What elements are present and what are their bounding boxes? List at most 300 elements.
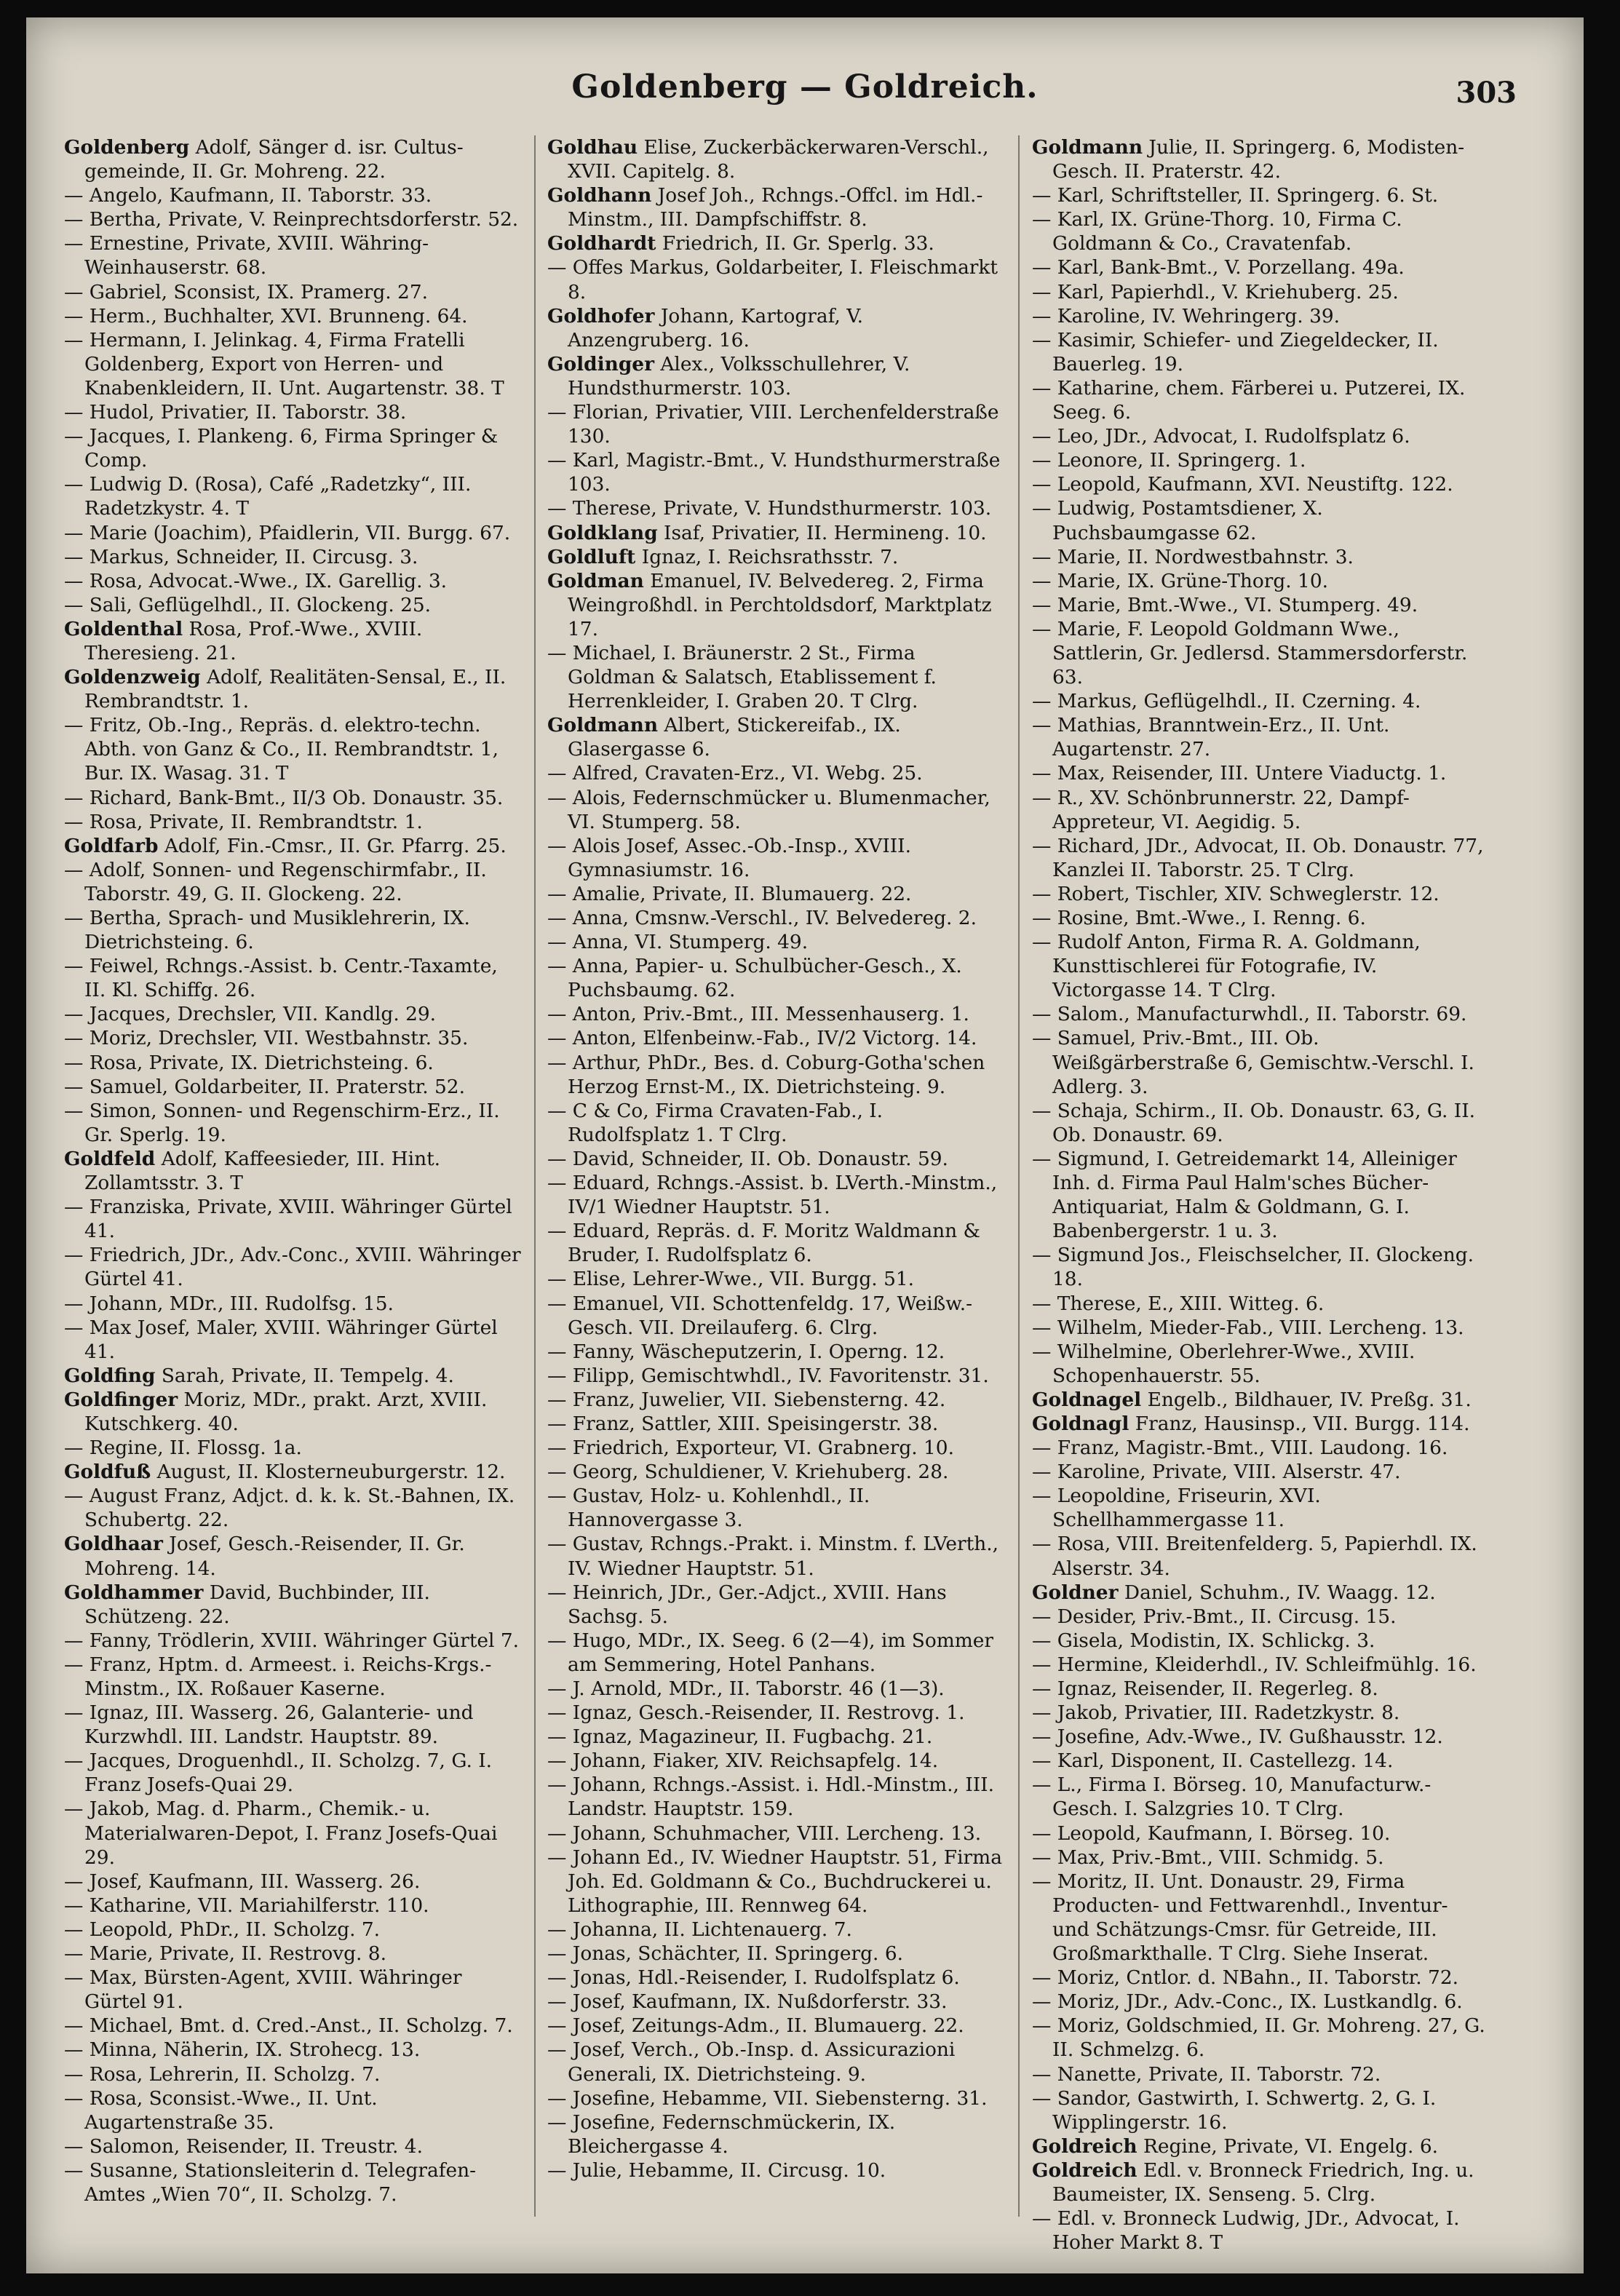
directory-entry: [547, 1942, 1004, 1966]
entry-text: — Marie, IX. Grüne-Thorg. 10.: [1032, 569, 1329, 592]
entry-text: — Josefine, Adv.-Wwe., IV. Gußhausstr. 12.: [1032, 1725, 1443, 1749]
directory-entry: [547, 569, 1004, 641]
entry-surname: Goldnagel: [1032, 1388, 1142, 1411]
directory-entry: [547, 1581, 1004, 1629]
directory-entry: [547, 930, 1004, 954]
entry-text: — Marie (Joachim), Pfaidlerin, VII. Burgg. 67.: [64, 521, 511, 544]
entry-text: Elise, Zuckerbäckerwaren-Verschl., XVII. Capitelg. 8.: [568, 136, 989, 183]
entry-text: — Friedrich, JDr., Adv.-Conc., XVIII. Währinger Gürtel 41.: [64, 1244, 521, 1291]
entry-text: — Hermine, Kleiderhdl., IV. Schleifmühlg. 16.: [1032, 1653, 1477, 1676]
entry-text: — Sali, Geflügelhdl., II. Glockeng. 25.: [64, 593, 432, 616]
entry-text: — Sigmund, I. Getreidemarkt 14, Alleiniger Inh. d. Firma Paul Halm'sches Bücher-Antiquariat, Halm & Goldmann, G. I. Babenbergerstr. 1 u. 3.: [1032, 1147, 1457, 1243]
directory-entry: [547, 1436, 1004, 1460]
directory-entry: [64, 1942, 521, 1966]
directory-entry: [64, 1653, 521, 1701]
directory-entry: [547, 255, 1004, 303]
entry-surname: Goldenthal: [64, 617, 183, 640]
directory-entry: [64, 1002, 521, 1026]
entry-text: — Moriz, JDr., Adv.-Conc., IX. Lustkandlg. 6.: [1032, 1990, 1463, 2014]
entry-text: August, II. Klosterneuburgerstr. 12.: [151, 1461, 506, 1484]
directory-entry: [547, 786, 1004, 834]
entry-text: — Rudolf Anton, Firma R. A. Goldmann, Kunsttischlerei für Fotografie, IV. Victorgasse 14. T Clrg.: [1032, 931, 1421, 1002]
entry-text: — Offes Markus, Goldarbeiter, I. Fleischmarkt 8.: [547, 256, 998, 303]
directory-entry: [1032, 280, 1490, 304]
directory-entry: [64, 1316, 521, 1364]
directory-entry: [547, 1677, 1004, 1701]
entry-text: — Anna, Cmsnw.-Verschl., IV. Belvedereg. 2.: [547, 907, 977, 929]
directory-entry: [64, 954, 521, 1002]
entry-text: — Jacques, Droguenhdl., II. Scholzg. 7, G. I. Franz Josefs-Quai 29.: [64, 1749, 493, 1797]
entry-text: — Karl, Disponent, II. Castellezg. 14.: [1032, 1749, 1394, 1773]
entry-surname: Goldfinger: [64, 1388, 178, 1411]
entry-text: — Johann, Fiaker, XIV. Reichsapfelg. 14.: [547, 1749, 939, 1773]
entry-text: — Moriz, Cntlor. d. NBahn., II. Taborstr. 72.: [1032, 1966, 1459, 1990]
entry-text: — Josefine, Hebamme, VII. Siebensterng. 31.: [547, 2086, 988, 2110]
directory-entry: [64, 713, 521, 785]
entry-text: — Ignaz, Magazineur, II. Fugbachg. 21.: [547, 1725, 933, 1749]
entry-text: — Minna, Näherin, IX. Strohecg. 13.: [64, 2038, 421, 2062]
entry-text: — Rosa, Sconsist.-Wwe., II. Unt. Augartenstraße 35.: [64, 2086, 378, 2134]
directory-entry: [1032, 183, 1490, 207]
entry-text: — Susanne, Stationsleiterin d. Telegrafen-Amtes „Wien 70“, II. Scholzg. 7.: [64, 2158, 477, 2206]
entry-text: — Josef, Kaufmann, III. Wasserg. 26.: [64, 1870, 421, 1893]
directory-entry: [1032, 135, 1490, 183]
directory-entry: [547, 1990, 1004, 2014]
directory-entry: [1032, 786, 1490, 834]
directory-entry: [1032, 569, 1490, 593]
directory-entry: [547, 183, 1004, 231]
entry-text: — Therese, E., XIII. Witteg. 6.: [1032, 1292, 1325, 1315]
entry-text: — Franz, Sattler, XIII. Speisingerstr. 38.: [547, 1412, 939, 1435]
entry-text: — Florian, Privatier, VIII. Lerchenfelderstraße 130.: [547, 401, 999, 448]
directory-entry: [547, 1292, 1004, 1340]
directory-entry: [64, 1195, 521, 1243]
directory-entry: [547, 1219, 1004, 1267]
directory-entry: [547, 2158, 1004, 2182]
entry-text: — Karl, Bank-Bmt., V. Porzellang. 49a.: [1032, 256, 1405, 279]
directory-entry: [64, 810, 521, 834]
entry-text: Albert, Stickereifab., IX. Glasergasse 6.: [568, 714, 901, 761]
directory-entry: [64, 183, 521, 207]
directory-entry: [64, 906, 521, 954]
directory-entry: [1032, 1002, 1490, 1026]
entry-text: — Richard, Bank-Bmt., II/3 Ob. Donaustr. 35.: [64, 786, 504, 809]
directory-entry: [64, 1243, 521, 1291]
entry-surname: Goldinger: [547, 352, 654, 376]
entry-text: — Johann, Schuhmacher, VIII. Lercheng. 13.: [547, 1822, 982, 1845]
directory-entry: [64, 1581, 521, 1629]
directory-entry: [64, 521, 521, 545]
directory-entry: [1032, 1605, 1490, 1629]
entry-text: — C & Co, Firma Cravaten-Fab., I. Rudolfsplatz 1. T Clrg.: [547, 1099, 884, 1146]
directory-entry: [547, 1846, 1004, 1918]
directory-entry: [1032, 1749, 1490, 1773]
directory-entry: [547, 2110, 1004, 2158]
directory-entry: [547, 1532, 1004, 1580]
entry-text: — Fanny, Wäscheputzerin, I. Operng. 12.: [547, 1340, 945, 1363]
page-number: 303: [1456, 76, 1517, 110]
directory-entry: [547, 1484, 1004, 1532]
directory-entry: [64, 1532, 521, 1580]
entry-text: — Arthur, PhDr., Bes. d. Coburg-Gotha'schen Herzog Ernst-M., IX. Dietrichsteing. 9.: [547, 1051, 985, 1098]
directory-entry: [1032, 255, 1490, 279]
entry-text: — Hermann, I. Jelinkag. 4, Firma Fratelli Goldenberg, Export von Herren- und Knabenkleidern, II. Unt. Augartenstr. 38. T: [64, 328, 504, 400]
directory-entry: [1032, 1629, 1490, 1653]
directory-entry: [64, 786, 521, 810]
directory-entry: [547, 761, 1004, 785]
directory-entry: [547, 1966, 1004, 1990]
entry-text: — Gustav, Rchngs.-Prakt. i. Minstm. f. LVerth., IV. Wiedner Hauptstr. 51.: [547, 1533, 999, 1580]
entry-text: — Bertha, Sprach- und Musiklehrerin, IX. Dietrichsteing. 6.: [64, 907, 470, 954]
entry-text: — Marie, Private, II. Restrovg. 8.: [64, 1942, 386, 1966]
directory-entry: [547, 448, 1004, 496]
directory-entry: [547, 400, 1004, 448]
entry-text: — Elise, Lehrer-Wwe., VII. Burgg. 51.: [547, 1268, 915, 1291]
directory-entry: [1032, 1966, 1490, 1990]
directory-entry: [547, 906, 1004, 930]
entry-text: — Leopold, Kaufmann, XVI. Neustiftg. 122.: [1032, 473, 1453, 496]
entry-text: Isaf, Privatier, II. Hermineng. 10.: [657, 521, 987, 544]
entry-text: — Markus, Geflügelhdl., II. Czerning. 4.: [1032, 690, 1421, 713]
entry-text: — Filipp, Gemischtwhdl., IV. Favoritenstr. 31.: [547, 1364, 989, 1387]
entry-text: — Rosa, VIII. Breitenfelderg. 5, Papierhdl. IX. Alserstr. 34.: [1032, 1533, 1477, 1580]
entry-text: — Anton, Elfenbeinw.-Fab., IV/2 Victorg. 14.: [547, 1027, 977, 1050]
entry-text: — Eduard, Repräs. d. F. Moritz Waldmann & Bruder, I. Rudolfsplatz 6.: [547, 1220, 981, 1267]
directory-entry: [64, 2014, 521, 2038]
directory-entry: [547, 231, 1004, 255]
directory-entry: [547, 1147, 1004, 1171]
entry-text: — Karoline, Private, VIII. Alserstr. 47.: [1032, 1461, 1401, 1484]
entry-surname: Goldnagl: [1032, 1412, 1129, 1435]
entry-text: Moriz, MDr., prakt. Arzt, XVIII. Kutschkerg. 40.: [84, 1388, 488, 1435]
entry-text: — Samuel, Priv.-Bmt., III. Ob. Weißgärberstraße 6, Gemischtw.-Verschl. I. Adlerg. 3.: [1032, 1027, 1474, 1098]
entry-text: — Franz, Magistr.-Bmt., VIII. Laudong. 16.: [1032, 1437, 1448, 1460]
entry-text: — Richard, JDr., Advocat, II. Ob. Donaustr. 77, Kanzlei II. Taborstr. 25. T Clrg.: [1032, 834, 1484, 881]
directory-entry: [64, 1026, 521, 1050]
entry-text: Regine, Private, VI. Engelg. 6.: [1137, 2134, 1438, 2158]
directory-entry: [64, 2038, 521, 2062]
directory-entry: [64, 545, 521, 569]
entry-text: — Ludwig, Postamtsdiener, X. Puchsbaumgasse 62.: [1032, 497, 1323, 544]
directory-entry: [1032, 207, 1490, 255]
directory-entry: [1032, 1773, 1490, 1821]
directory-entry: [1032, 1340, 1490, 1388]
entry-text: Johann, Kartograf, V. Anzengruberg. 16.: [568, 304, 864, 351]
directory-entry: [64, 1436, 521, 1460]
entry-text: — Robert, Tischler, XIV. Schweglerstr. 12.: [1032, 882, 1440, 905]
directory-entry: [64, 593, 521, 617]
entry-text: Rosa, Prof.-Wwe., XVIII. Theresieng. 21.: [84, 617, 423, 664]
directory-entry: [1032, 834, 1490, 882]
entry-text: — Sandor, Gastwirth, I. Schwertg. 2, G. I. Wipplingerstr. 16.: [1032, 2086, 1437, 2134]
entry-text: — Anna, Papier- u. Schulbücher-Gesch., X. Puchsbaumg. 62.: [547, 955, 962, 1002]
directory-entry: [1032, 1460, 1490, 1484]
entry-text: — Josef, Zeitungs-Adm., II. Blumauerg. 22.: [547, 2014, 964, 2038]
entry-text: — Hugo, MDr., IX. Seeg. 6 (2—4), im Sommer am Semmering, Hotel Panhans.: [547, 1629, 994, 1676]
directory-entry: [1032, 1870, 1490, 1966]
entry-surname: Goldmann: [1032, 136, 1143, 159]
directory-entry: [1032, 1243, 1490, 1291]
entry-text: — Marie, Bmt.-Wwe., VI. Stumperg. 49.: [1032, 593, 1418, 616]
entry-text: — Johann Ed., IV. Wiedner Hauptstr. 51, Firma Joh. Ed. Goldmann & Co., Buchdruckerei u. Lithographie, III. Rennweg 64.: [547, 1846, 1002, 1917]
directory-entry: [547, 352, 1004, 400]
entry-text: — Rosa, Advocat.-Wwe., IX. Garellig. 3.: [64, 569, 448, 592]
entry-text: — Jonas, Schächter, II. Springerg. 6.: [547, 1942, 904, 1966]
directory-entry: [547, 1002, 1004, 1026]
directory-entry: [1032, 689, 1490, 713]
directory-entry: [64, 2134, 521, 2158]
directory-entry: [64, 1460, 521, 1484]
directory-entry: [64, 472, 521, 520]
entry-text: — Franz, Juwelier, VII. Siebensterng. 42.: [547, 1388, 946, 1411]
directory-entry: [1032, 448, 1490, 472]
directory-entry: [64, 207, 521, 231]
directory-entry: [1032, 1316, 1490, 1340]
entry-text: Edl. v. Bronneck Friedrich, Ing. u. Baumeister, IX. Senseng. 5. Clrg.: [1052, 2158, 1474, 2206]
entry-text: Emanuel, IV. Belvedereg. 2, Firma Weingroßhdl. in Perchtoldsdorf, Marktplatz 17.: [568, 569, 992, 640]
entry-text: — L., Firma I. Börseg. 10, Manufacturw.-Gesch. I. Salzgries 10. T Clrg.: [1032, 1773, 1432, 1821]
entry-text: — Franziska, Private, XVIII. Währinger Gürtel 41.: [64, 1196, 512, 1243]
entry-text: — David, Schneider, II. Ob. Donaustr. 59.: [547, 1147, 948, 1170]
entry-text: — Max, Priv.-Bmt., VIII. Schmidg. 5.: [1032, 1846, 1384, 1869]
entry-text: — Friedrich, Exporteur, VI. Grabnerg. 10.: [547, 1437, 954, 1460]
entry-text: — Jacques, I. Plankeng. 6, Firma Springer & Comp.: [64, 425, 499, 472]
directory-entry: [547, 641, 1004, 713]
directory-entry: [64, 1075, 521, 1099]
entry-text: — Leo, JDr., Advocat, I. Rudolfsplatz 6.: [1032, 425, 1410, 448]
column-divider: [1018, 135, 1020, 2217]
entry-text: — Salom., Manufacturwhdl., II. Taborstr. 69.: [1032, 1003, 1467, 1026]
entry-text: — Herm., Buchhalter, XVI. Brunneng. 64.: [64, 304, 468, 327]
directory-entry: [1032, 882, 1490, 906]
directory-entry: [64, 1870, 521, 1894]
entry-text: — Leonore, II. Springerg. 1.: [1032, 449, 1306, 472]
directory-entry: [64, 1894, 521, 1918]
directory-entry: [1032, 496, 1490, 544]
directory-entry: [64, 1701, 521, 1749]
entry-text: — Josefine, Federnschmückerin, IX. Bleichergasse 4.: [547, 2110, 896, 2158]
entry-text: — Nanette, Private, II. Taborstr. 72.: [1032, 2062, 1381, 2086]
directory-entry: [1032, 906, 1490, 930]
entry-text: — Heinrich, JDr., Ger.-Adjct., XVIII. Hans Sachsg. 5.: [547, 1581, 947, 1628]
entry-text: — Anton, Priv.-Bmt., III. Messenhauserg. 1.: [547, 1003, 969, 1026]
entry-text: — Ignaz, III. Wasserg. 26, Galanterie- und Kurzwhdl. III. Landstr. Hauptstr. 89.: [64, 1701, 474, 1749]
directory-entry: [64, 1051, 521, 1075]
directory-entry: [64, 400, 521, 424]
directory-entry: [547, 304, 1004, 352]
entry-text: — Schaja, Schirm., II. Ob. Donaustr. 63, G. II. Ob. Donaustr. 69.: [1032, 1099, 1476, 1146]
directory-entry: [1032, 1436, 1490, 1460]
entry-text: — Fritz, Ob.-Ing., Repräs. d. elektro-techn. Abth. von Ganz & Co., II. Rembrandtstr. 1, Bur. IX. Wasag. 31. T: [64, 714, 499, 785]
directory-entry: [64, 328, 521, 400]
directory-entry: [547, 1412, 1004, 1436]
entry-text: — Leopold, PhDr., II. Scholzg. 7.: [64, 1918, 381, 1941]
entry-text: — Karl, Papierhdl., V. Kriehuberg. 25.: [1032, 280, 1399, 303]
entry-text: — Bertha, Private, V. Reinprechtsdorferstr. 52.: [64, 208, 519, 231]
entry-surname: Goldfuß: [64, 1461, 151, 1484]
directory-entry: [547, 1388, 1004, 1412]
entry-text: — Franz, Hptm. d. Armeest. i. Reichs-Krgs.-Minstm., IX. Roßauer Kaserne.: [64, 1653, 492, 1700]
entry-text: Julie, II. Springerg. 6, Modisten-Gesch. II. Praterstr. 42.: [1052, 136, 1465, 183]
directory-entry: [1032, 2158, 1490, 2206]
entry-text: — Gisela, Modistin, IX. Schlickg. 3.: [1032, 1629, 1375, 1652]
directory-entry: [547, 1364, 1004, 1388]
directory-entry: [1032, 1653, 1490, 1677]
entry-text: — Moriz, Drechsler, VII. Westbahnstr. 35.: [64, 1027, 469, 1050]
directory-entry: [547, 1725, 1004, 1749]
running-title: Goldenberg — Goldreich.: [571, 68, 1039, 106]
directory-entry: [1032, 1532, 1490, 1580]
directory-entry: [547, 882, 1004, 906]
directory-entry: [64, 1966, 521, 2014]
entry-surname: Goldluft: [547, 545, 636, 568]
column-left: [64, 135, 521, 2217]
directory-entry: [64, 2086, 521, 2134]
directory-entry: [547, 1773, 1004, 1821]
entry-text: — Alois, Federnschmücker u. Blumenmacher, VI. Stumperg. 58.: [547, 786, 990, 833]
directory-entry: [1032, 1846, 1490, 1870]
entry-text: — Therese, Private, V. Hundsthurmerstr. 103.: [547, 497, 992, 520]
entry-text: — Samuel, Goldarbeiter, II. Praterstr. 52.: [64, 1075, 465, 1098]
entry-text: — Fanny, Trödlerin, XVIII. Währinger Gürtel 7.: [64, 1629, 520, 1652]
entry-surname: Goldhardt: [547, 232, 656, 255]
entry-text: — Johann, Rchngs.-Assist. i. Hdl.-Minstm., III. Landstr. Hauptstr. 159.: [547, 1773, 994, 1821]
directory-entry: [547, 1629, 1004, 1677]
entry-text: — Karl, Magistr.-Bmt., V. Hundsthurmerstraße 103.: [547, 449, 1001, 496]
directory-entry: [1032, 593, 1490, 617]
directory-entry: [64, 665, 521, 713]
directory-entry: [64, 304, 521, 328]
directory-entry: [1032, 1677, 1490, 1701]
entry-text: — August Franz, Adjct. d. k. k. St.-Bahnen, IX. Schubertg. 22.: [64, 1485, 515, 1532]
directory-entry: [1032, 1099, 1490, 1147]
entry-text: — Mathias, Branntwein-Erz., II. Unt. Augartenstr. 27.: [1032, 714, 1390, 761]
entry-surname: Goldfeld: [64, 1147, 156, 1170]
entry-text: — Marie, II. Nordwestbahnstr. 3.: [1032, 545, 1354, 568]
entry-text: — Gustav, Holz- u. Kohlenhdl., II. Hannovergasse 3.: [547, 1485, 870, 1532]
directory-entry: [547, 135, 1004, 183]
entry-surname: Goldfarb: [64, 834, 159, 857]
entry-text: — Moriz, Goldschmied, II. Gr. Mohreng. 27, G. II. Schmelzg. 6.: [1032, 2014, 1485, 2062]
entry-text: — Angelo, Kaufmann, II. Taborstr. 33.: [64, 184, 432, 207]
entry-surname: Goldner: [1032, 1581, 1119, 1604]
entry-text: — J. Arnold, MDr., II. Taborstr. 46 (1—3).: [547, 1677, 945, 1700]
directory-entry: [1032, 2134, 1490, 2158]
entry-text: — Simon, Sonnen- und Regenschirm-Erz., II. Gr. Sperlg. 19.: [64, 1099, 500, 1146]
directory-entry: [1032, 472, 1490, 496]
entry-text: — Katharine, chem. Färberei u. Putzerei, IX. Seeg. 6.: [1032, 376, 1466, 424]
directory-entry: [547, 2038, 1004, 2086]
entry-text: David, Buchbinder, III. Schützeng. 22.: [84, 1581, 430, 1628]
directory-entry: [64, 280, 521, 304]
entry-surname: Goldhau: [547, 136, 638, 159]
directory-entry: [64, 1099, 521, 1147]
entry-text: Adolf, Realitäten-Sensal, E., II. Rembrandtstr. 1.: [84, 666, 507, 713]
entry-surname: Goldenzweig: [64, 666, 201, 689]
directory-entry: [64, 1292, 521, 1316]
directory-entry: [547, 2014, 1004, 2038]
directory-entry: [1032, 2062, 1490, 2086]
directory-entry: [64, 1797, 521, 1869]
entry-text: — Max, Reisender, III. Untere Viaductg. 1.: [1032, 762, 1447, 785]
directory-entry: [1032, 2206, 1490, 2255]
entry-surname: Goldenberg: [64, 136, 190, 159]
entry-text: — Feiwel, Rchngs.-Assist. b. Centr.-Taxamte, II. Kl. Schiffg. 26.: [64, 955, 498, 1002]
column-right: [1032, 135, 1490, 2255]
entry-surname: Goldhammer: [64, 1581, 204, 1604]
entry-text: Franz, Hausinsp., VII. Burgg. 114.: [1129, 1412, 1470, 1435]
directory-entry: [1032, 545, 1490, 569]
entry-text: — Ignaz, Reisender, II. Regerleg. 8.: [1032, 1677, 1378, 1700]
entry-text: — Michael, Bmt. d. Cred.-Anst., II. Scholzg. 7.: [64, 2014, 513, 2038]
entry-text: — Marie, F. Leopold Goldmann Wwe., Sattlerin, Gr. Jedlersd. Stammersdorferstr. 63.: [1032, 617, 1468, 689]
directory-entry: [1032, 376, 1490, 424]
entry-text: — Leopold, Kaufmann, I. Börseg. 10.: [1032, 1822, 1391, 1845]
entry-text: — Rosa, Private, IX. Dietrichsteing. 6.: [64, 1051, 434, 1074]
entry-text: Alex., Volksschullehrer, V. Hundsthurmerstr. 103.: [568, 352, 910, 400]
entry-text: Engelb., Bildhauer, IV. Preßg. 31.: [1141, 1388, 1472, 1411]
entry-text: — Max Josef, Maler, XVIII. Währinger Gürtel 41.: [64, 1316, 498, 1363]
entry-surname: Goldreich: [1032, 2134, 1137, 2158]
entry-text: Adolf, Fin.-Cmsr., II. Gr. Pfarrg. 25.: [158, 834, 507, 857]
directory-entry: [1032, 1822, 1490, 1846]
entry-text: — Hudol, Privatier, II. Taborstr. 38.: [64, 401, 407, 424]
directory-entry: [1032, 2014, 1490, 2062]
directory-entry: [547, 1749, 1004, 1773]
entry-text: — Moritz, II. Unt. Donaustr. 29, Firma Producten- und Fettwarenhdl., Inventur- und Schätzungs-Cmsr. für Getreide, III. Großmarkthalle. T Clrg. Siehe Inserat.: [1032, 1870, 1448, 1966]
directory-entry: [1032, 2086, 1490, 2134]
directory-entry: [64, 569, 521, 593]
column-middle: [547, 135, 1004, 2217]
entry-text: Sarah, Private, II. Tempelg. 4.: [155, 1364, 454, 1387]
directory-entry: [547, 1171, 1004, 1219]
entry-text: — Ernestine, Private, XVIII. Währing-Weinhauserstr. 68.: [64, 232, 429, 279]
directory-entry: [1032, 1147, 1490, 1243]
directory-entry: [64, 1364, 521, 1388]
entry-text: — Julie, Hebamme, II. Circusg. 10.: [547, 2158, 886, 2182]
directory-entry: [547, 1099, 1004, 1147]
entry-surname: Goldmann: [547, 714, 659, 737]
directory-entry: [1032, 1725, 1490, 1749]
directory-entry: [1032, 617, 1490, 689]
directory-entry: [547, 1340, 1004, 1364]
entry-text: — Edl. v. Bronneck Ludwig, JDr., Advocat, I. Hoher Markt 8. T: [1032, 2207, 1460, 2255]
directory-entry: [1032, 1412, 1490, 1436]
directory-entry: [547, 713, 1004, 761]
entry-text: — Salomon, Reisender, II. Treustr. 4.: [64, 2134, 423, 2158]
entry-text: Adolf, Kaffeesieder, III. Hint. Zollamtsstr. 3. T: [84, 1147, 441, 1195]
entry-text: Friedrich, II. Gr. Sperlg. 33.: [656, 232, 934, 255]
entry-text: Josef Joh., Rchngs.-Offcl. im Hdl.-Minstm., III. Dampfschiffstr. 8.: [568, 184, 983, 231]
entry-text: Daniel, Schuhm., IV. Waagg. 12.: [1118, 1581, 1436, 1604]
entry-text: Adolf, Sänger d. isr. Cultus-gemeinde, II. Gr. Mohreng. 22.: [84, 136, 464, 183]
entry-text: — Jakob, Privatier, III. Radetzkystr. 8.: [1032, 1701, 1400, 1725]
entry-surname: Goldklang: [547, 521, 658, 544]
entry-text: — Josef, Verch., Ob.-Insp. d. Assicurazioni Generali, IX. Dietrichsteing. 9.: [547, 2038, 956, 2086]
directory-entry: [547, 1918, 1004, 1942]
entry-text: — Jakob, Mag. d. Pharm., Chemik.- u. Materialwaren-Depot, I. Franz Josefs-Quai 29.: [64, 1798, 498, 1869]
directory-entry: [1032, 1701, 1490, 1725]
entry-text: — Michael, I. Bräunerstr. 2 St., Firma Goldman & Salatsch, Etablissement f. Herrenkleider, I. Graben 20. T Clrg.: [547, 641, 937, 713]
entry-text: — Wilhelm, Mieder-Fab., VIII. Lercheng. 13.: [1032, 1316, 1464, 1339]
entry-text: — Kasimir, Schiefer- und Ziegeldecker, II. Bauerleg. 19.: [1032, 328, 1439, 376]
entry-text: — Wilhelmine, Oberlehrer-Wwe., XVIII. Schopenhauerstr. 55.: [1032, 1340, 1415, 1387]
directory-entry: [64, 1388, 521, 1436]
entry-text: — Rosine, Bmt.-Wwe., I. Renng. 6.: [1032, 907, 1366, 929]
directory-entry: [1032, 1990, 1490, 2014]
entry-surname: Goldhaar: [64, 1533, 163, 1556]
directory-entry: [64, 424, 521, 472]
